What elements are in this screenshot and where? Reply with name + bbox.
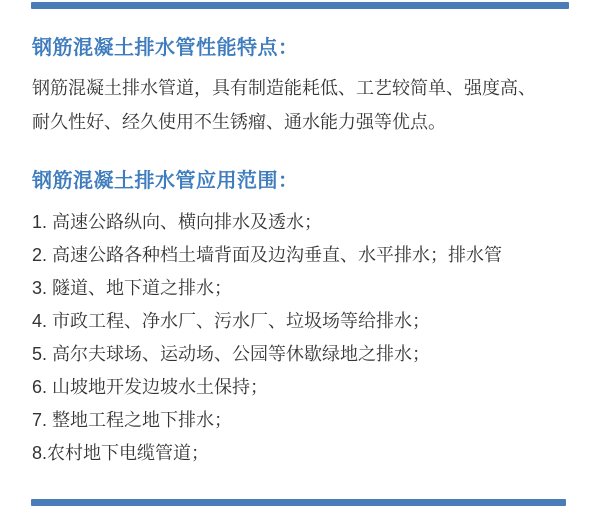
applications-section-heading: 钢筋混凝土排水管应用范围： — [32, 170, 299, 192]
list-item: 6. 山坡地开发边坡水土保持； — [32, 377, 269, 397]
bottom-divider-bar — [31, 499, 566, 506]
list-item: 7. 整地工程之地下排水； — [32, 410, 233, 430]
list-item: 1. 高速公路纵向、横向排水及透水； — [32, 212, 323, 232]
list-item: 4. 市政工程、净水厂、污水厂、垃圾场等给排水； — [32, 311, 431, 331]
applications-list — [32, 206, 572, 470]
list-item: 3. 隧道、地下道之排水； — [32, 278, 233, 298]
performance-text-line: 钢筋混凝土排水管道，具有制造能耗低、工艺较简单、强度高、 — [32, 78, 536, 98]
performance-paragraph — [32, 71, 572, 139]
list-item: 5. 高尔夫球场、运动场、公园等休歇绿地之排水； — [32, 344, 431, 364]
list-item: 2. 高速公路各种档土墙背面及边沟垂直、水平排水；排水管 — [32, 245, 503, 265]
performance-section-heading: 钢筋混凝土排水管性能特点： — [32, 37, 299, 59]
page-content — [32, 0, 572, 470]
performance-text-line: 耐久性好、经久使用不生锈瘤、通水能力强等优点。 — [32, 112, 446, 132]
list-item: 8.农村地下电缆管道； — [32, 443, 210, 463]
